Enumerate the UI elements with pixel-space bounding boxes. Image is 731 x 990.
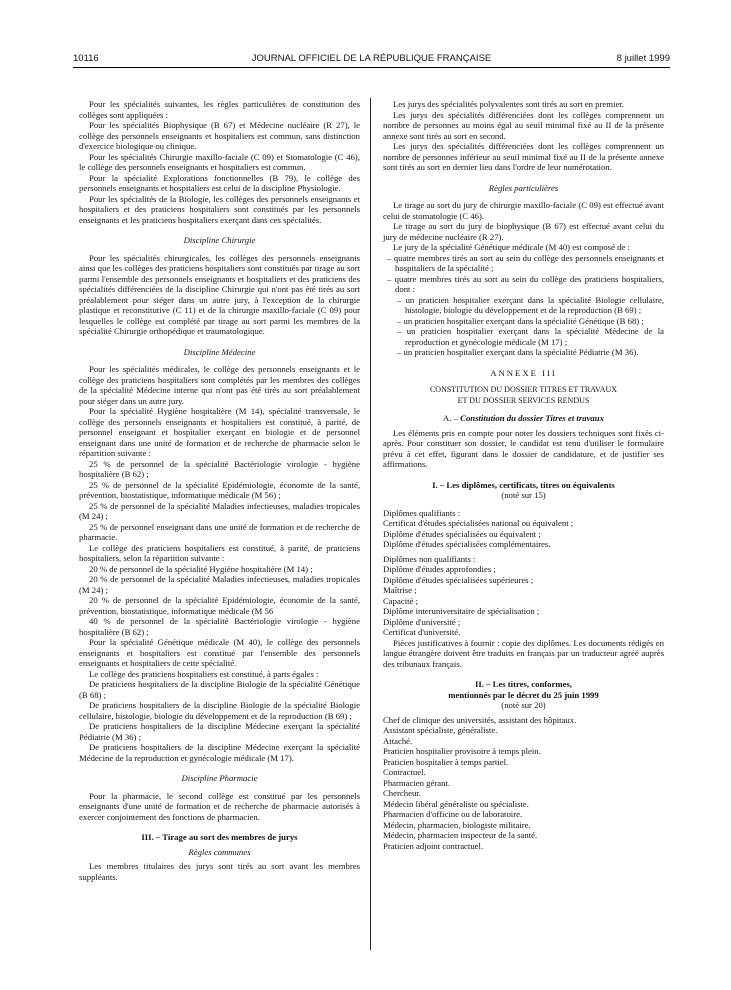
list-item: Pharmacien gérant. xyxy=(383,777,451,788)
issue-date: 8 juillet 1999 xyxy=(616,53,670,64)
paragraph: Pour les spécialités médicales, le collège des personnels enseignants et le collège des praticiens hospitaliers sont complétés par les membres des collèges de la spécialité Médecine interne qui n'ont pas été tirés au sort préalablement pour siéger dans un autre jury. xyxy=(79,364,360,406)
journal-title: JOURNAL OFFICIEL DE LA RÉPUBLIQUE FRANÇAISE xyxy=(251,53,492,64)
list-item: Médecin libéral généraliste ou spécialiste. xyxy=(383,798,529,809)
paragraph: Pour les spécialités chirurgicales, les collèges des personnels enseignants ainsi que les collèges des praticiens hospitaliers sont constitués par tirage au sort parmi l'ensemble des personnels enseignants et hospitaliers et des praticiens des spécialités différenciées de la discipline Chirurgie qui n'ont pas été tirés au sort préalablement pour siéger dans un autre jury, à l'exception de la chirurgie plastique et reconstitutive (C 11) et de la chirurgie maxillo-faciale (C 09) pour lesquelles le collège est complété par tirage au sort parmi les membres de la spécialité Chirurgie orthopédique et traumatologique. xyxy=(79,252,360,336)
list-item: Médecin, pharmacien inspecteur de la santé. xyxy=(383,830,538,840)
list-item: Maîtrise ; xyxy=(383,585,417,595)
list-item: Diplôme d'études spécialisées supérieures ; xyxy=(383,574,534,585)
section-a-heading xyxy=(383,413,664,424)
list-item: – quatre membres tirés au sort au sein du collège des personnels enseignants et hospitaliers de la spécialité ; xyxy=(387,252,664,273)
paragraph: Pièces justificatives à fournir : copie des diplômes. Les documents rédigés en langue étrangère doivent être traduits en français par un traducteur agréé auprès des tribunaux français. xyxy=(383,637,664,669)
paragraph: De praticiens hospitaliers de la discipline Médecine exerçant la spécialité Médecine de la reproduction et gynécologie médicale (M 17). xyxy=(79,742,360,763)
list-item: Praticien hospitalier à temps partiel. xyxy=(383,756,509,767)
paragraph: Pour les spécialités Chirurgie maxillo-faciale (C 09) et Stomatologie (C 46), le collège des personnels enseignants et hospitaliers est commun. xyxy=(79,151,360,172)
paragraph: Pour la spécialité Génétique médicale (M 40), le collège des personnels enseignants et hospitaliers est constitué par l'ensemble des personnels enseignants et hospitaliers de cette spécialité. xyxy=(79,637,360,668)
page-number: 10116 xyxy=(73,53,99,64)
list-item: Diplôme d'université ; xyxy=(383,616,461,627)
right-column xyxy=(383,99,664,851)
paragraph: Les jurys des spécialités différenciées dont les collèges comprennent un nombre de personnes inférieur au seuil minimal fixé au II de la présente annexe sont tirés au sort en dernier lieu dans l'ordre de leur numérotation. xyxy=(383,141,664,172)
list-item: Certificat d'université. xyxy=(383,627,461,637)
paragraph: 20 % de personnel de la spécialité Maladies infectieuses, maladies tropicales (M 24) ; xyxy=(79,574,360,595)
list-item: Certificat d'études spécialisées national ou équivalent ; xyxy=(383,518,574,528)
paragraph: Le collège des praticiens hospitaliers est constitué, à parts égales : xyxy=(89,668,319,679)
list-item: Praticien adjoint contractuel. xyxy=(383,840,484,851)
paragraph: 20 % de personnel de la spécialité Hygiène hospitalière (M 14) ; xyxy=(89,563,313,574)
list-item: Assistant spécialiste, généraliste. xyxy=(383,725,498,735)
paragraph: De praticiens hospitaliers de la discipline Médecine exerçant la spécialité Pédiatrie (M 36) ; xyxy=(79,721,360,742)
paragraph: Pour les spécialités de la Biologie, les collèges des personnels enseignants et hospitaliers et des praticiens hospitaliers sont constitués par les personnels enseignants et les praticiens hospitaliers exerçant dans ces spécialités. xyxy=(79,193,360,225)
discipline-medecine-heading: Discipline Médecine xyxy=(183,346,256,357)
section-a-prefix: A. – xyxy=(443,413,461,423)
list-item: – un praticien hospitalier exerçant dans la spécialité Pédiatrie (M 36). xyxy=(397,347,639,357)
list-item: Diplôme interuniversitaire de spécialisation ; xyxy=(383,606,540,616)
titres-heading: II. – Les titres, conformes, xyxy=(474,679,573,689)
paragraph: Les jurys des spécialités différenciées dont les collèges comprennent un nombre de personnes au moins égal au seuil minimal fixé au II de la présente annexe sont tirés au sort en second. xyxy=(383,109,664,141)
annexe-subtitle-2: ET DU DOSSIER SERVICES RENDUS xyxy=(457,395,590,405)
page-header xyxy=(73,53,670,67)
list-item: – un praticien hospitalier exerçant dans la spécialité Génétique (B 68) ; xyxy=(397,315,644,326)
left-column xyxy=(79,99,360,882)
paragraph: Le jury de la spécialité Génétique médicale (M 40) est composé de : xyxy=(393,242,630,252)
list-item: – un praticien hospitalier exerçant dans la spécialité Médecine de la reproduction et gynécologie médicale (M 17) ; xyxy=(397,326,664,347)
annexe-subtitle-1: CONSTITUTION DU DOSSIER TITRES ET TRAVAUX xyxy=(429,385,618,394)
paragraph: Les membres titulaires des jurys sont tirés au sort avant les membres suppléants. xyxy=(79,861,360,882)
list-item: – quatre membres tirés au sort au sein du collège des praticiens hospitaliers, dont : xyxy=(387,273,664,294)
header-rule xyxy=(73,67,670,68)
list-item: Pharmacien d'officine ou de laboratoire. xyxy=(383,809,523,819)
paragraph: Pour la spécialité Explorations fonctionnelles (B 79), le collège des personnels enseignants et hospitaliers est celui de la discipline Physiologie. xyxy=(79,172,360,193)
list-item: Chercheur. xyxy=(383,788,421,798)
diplomes-heading: I. – Les diplômes, certificats, titres ou équivalents xyxy=(432,479,615,490)
list-item: – un praticien hospitalier exerçant dans la spécialité Biologie cellulaire, histologie, biologie du développement et de la reproduction (B 69) ; xyxy=(397,294,664,315)
discipline-chirurgie-heading: Discipline Chirurgie xyxy=(183,235,256,245)
paragraph: Pour la pharmacie, le second collège est constitué par les personnels enseignants d'une unité de formation et de recherche de pharmacie autorisés à exercer conjointement des fonctions de pharmacien. xyxy=(79,790,360,822)
list-item: Diplômes non qualifiants : xyxy=(383,553,476,564)
titres-heading-line2: mentionnés par le décret du 25 juin 1999 xyxy=(448,689,599,700)
paragraph: De praticiens hospitaliers de la discipline Biologie de la spécialité Génétique (B 68) ; xyxy=(79,679,360,700)
list-item: Contractuel. xyxy=(383,767,426,777)
list-item: Diplôme d'études spécialisées complémentaires. xyxy=(383,539,551,549)
regles-communes-heading: Règles communes xyxy=(188,846,251,857)
paragraph: Le collège des praticiens hospitaliers est constitué, à parité, de praticiens hospitaliers, selon la répartition suivante : xyxy=(79,542,360,563)
section-a-title: Constitution du dossier Titres et travaux xyxy=(460,413,604,423)
section-iii-heading: III. – Tirage au sort des membres de jurys xyxy=(141,832,298,842)
paragraph: 25 % de personnel de la spécialité Bactériologie virologie - hygiène hospitalière (B 62) ; xyxy=(79,458,360,479)
column-divider xyxy=(370,98,371,950)
list-item: Chef de clinique des universités, assistant des hôpitaux. xyxy=(383,714,577,725)
discipline-pharmacie-heading: Discipline Pharmacie xyxy=(181,773,258,783)
annexe-title: ANNEXE III xyxy=(490,367,557,378)
paragraph: De praticiens hospitaliers de la discipline Biologie de la spécialité Biologie cellulaire, histologie, biologie du développement et de la reproduction (B 69) ; xyxy=(79,700,360,721)
paragraph: 20 % de personnel de la spécialité Epidémiologie, économie de la santé, prévention, biostatistique, informatique médicale (M 56 xyxy=(79,595,360,616)
paragraph: Pour les spécialités Biophysique (B 67) et Médecine nucléaire (R 27), le collège des personnels enseignants et hospitaliers est commun, sans distinction d'exercice biologique ou clinique. xyxy=(79,120,360,151)
list-item: Diplôme d'études approfondies ; xyxy=(383,564,496,574)
paragraph: Le tirage au sort du jury de chirurgie maxillo-faciale (C 09) est effectué avant celui de stomatologie (C 46). xyxy=(383,200,664,221)
list-item: Attaché. xyxy=(383,735,413,746)
paragraph: 25 % de personnel de la spécialité Maladies infectieuses, maladies tropicales (M 24) ; xyxy=(79,500,360,521)
paragraph: 40 % de personnel de la spécialité Bactériologie virologie - hygiène hospitalière (B 62) ; xyxy=(79,616,360,637)
paragraph: Les jurys des spécialités polyvalentes sont tirés au sort en premier. xyxy=(393,99,624,109)
regles-particulieres-heading: Règles particulières xyxy=(488,182,559,193)
paragraph: Les éléments pris en compte pour noter les dossiers techniques sont fixés ci-après. Pour constituer son dossier, le candidat est tenu d'utiliser le formulaire prévu à cet effet, figurant dans le dossier de candidature, et de justifier ses affirmations. xyxy=(383,427,664,469)
titres-note: (noté sur 20) xyxy=(501,700,546,710)
paragraph: 25 % de personnel de la spécialité Epidémiologie, économie de la santé, prévention, biostatistique, informatique médicale (M 56) ; xyxy=(79,479,360,500)
list-item: Diplôme d'études spécialisées ou équivalent ; xyxy=(383,528,541,539)
paragraph: Pour la spécialité Hygiène hospitalière (M 14), spécialité transversale, le collège des personnels enseignants et hospitaliers est constitué, à parité, de personnel enseignant et hospitalier exerçant en biologie et de personnel enseignant dans une unité de formation et de recherche de pharmacie selon le répartition suivante : xyxy=(79,406,360,458)
list-item: Diplômes qualifiants : xyxy=(383,507,461,518)
list-item: Capacité ; xyxy=(383,595,418,606)
paragraph: Pour les spécialités suivantes, les règles particulières de constitution des collèges sont appliquées : xyxy=(79,99,360,120)
list-item: Praticien hospitalier provisoire à temps plein. xyxy=(383,746,541,756)
diplomes-note: (noté sur 15) xyxy=(501,490,546,500)
list-item: Médecin, pharmacien, biologiste militaire. xyxy=(383,819,531,830)
paragraph: Le tirage au sort du jury de biophysique (B 67) est effectué avant celui du jury de médecine nucléaire (R 27). xyxy=(383,221,664,242)
paragraph: 25 % de personnel enseignant dans une unité de formation et de recherche de pharmacie. xyxy=(79,521,360,542)
